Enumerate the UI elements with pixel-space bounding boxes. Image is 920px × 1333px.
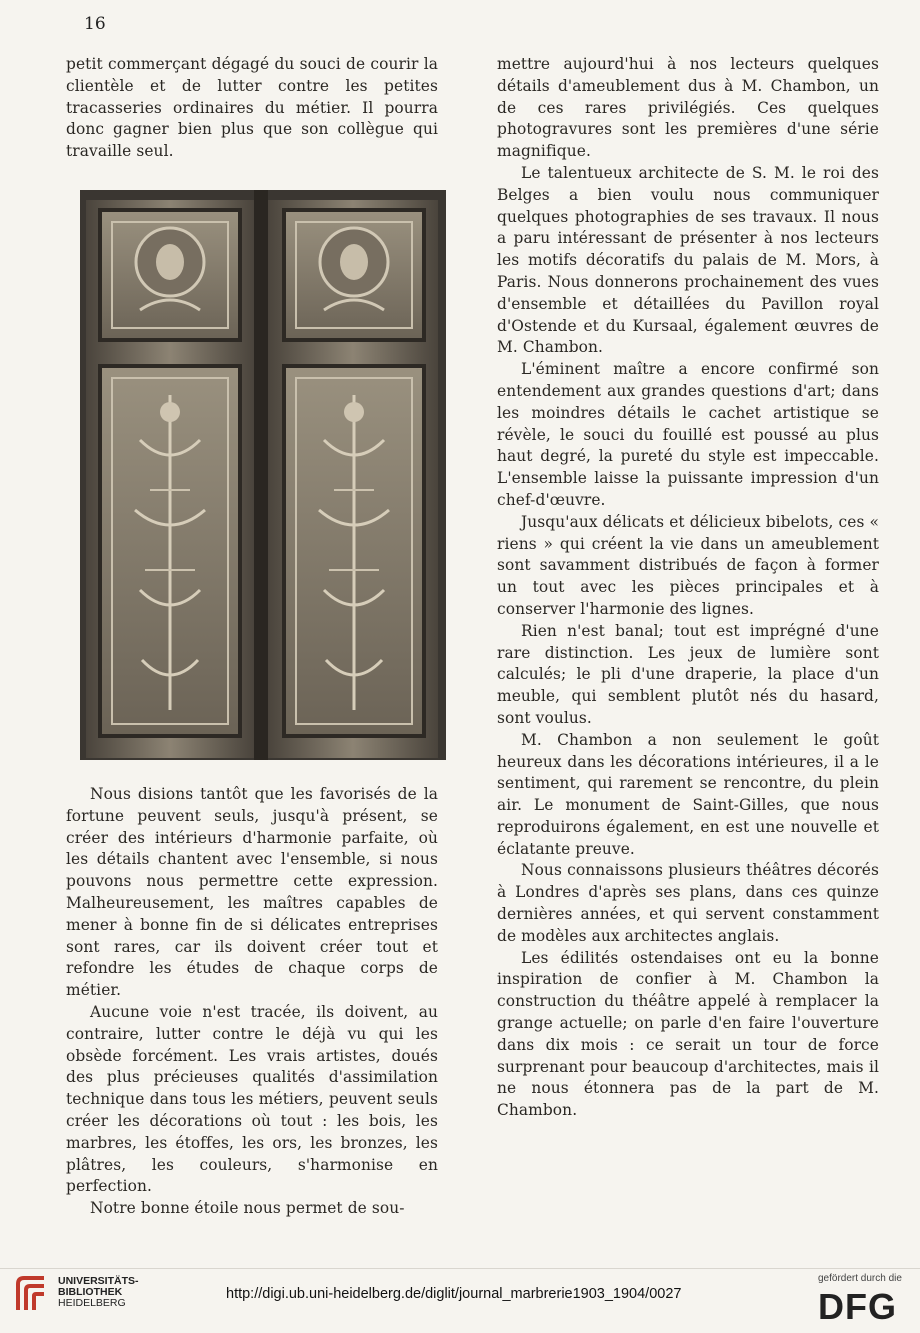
footer [0, 1272, 920, 1333]
paragraph: Nous disions tantôt que les favorisés de la fortune peuvent seuls, jusqu'à présent, se créer des intérieurs d'harmonie parfaite, où les détails chantent avec l'ensemble, si nous pouvons nous permettre cette expression. Malheureusement, les maîtres capables de mener à bonne fin de si délicates entreprises sont rares, car ils doivent créer tout et refondre les études de chaque corps de métier. [66, 785, 438, 1000]
paragraph: Les édilités ostendaises ont eu la bonne inspiration de confier à M. Chambon la construction du théâtre appelé à remplacer la grange actuelle; on parle d'en faire l'ouverture dans dix mois : ce serait un tour de force surprenant pour beaucoup d'architectes, mais il ne nous étonnera pas de la part de M. Chambon. [497, 948, 879, 1120]
paragraph: Jusqu'aux délicats et délicieux bibelots, ces « riens » qui créent la vie dans un ameublement sont savamment distribués de façon à former un tout avec les pièces principales et à conserver l'harmonie des lignes. [497, 512, 879, 618]
dfg-logo: DFG [818, 1286, 897, 1327]
paragraph: Nous connaissons plusieurs théâtres décorés à Londres d'après ses plans, dans ces quinze dernières années, et qui servent constamment de modèles aux architectes anglais. [497, 861, 879, 945]
paragraph: petit commerçant dégagé du souci de courir la clientèle et de lutter contre les petites tracasseries ordinaires du métier. Il pourra donc gagner bien plus que son collègue qui travaille seul. [66, 55, 438, 161]
library-name [58, 1276, 139, 1309]
door-panels-photograph [80, 190, 446, 760]
paragraph: Le talentueux architecte de S. M. le roi des Belges a bien voulu nous communiquer quelques photographies de ses travaux. Il nous a paru intéressant de présenter à nos lecteurs les motifs décoratifs du palais de M. Mors, à Paris. Nous donnerons prochainement des vues d'ensemble et détaillées du Pavillon royal d'Ostende et du Kursaal, également œuvres de M. Chambon. [497, 163, 879, 357]
paragraph: Aucune voie n'est tracée, ils doivent, au contraire, lutter contre le déjà vu qui les obsède forcément. Les vrais artistes, doués des plus précieuses qualités d'assimilation technique dans tous les métiers, peuvent seuls créer les décorations où tout : les bois, les marbres, les étoffes, les ors, les bronzes, les plâtres, les couleurs, s'harmonise en perfection. [66, 1002, 438, 1196]
library-line-1: UNIVERSITÄTS- [58, 1275, 139, 1287]
library-line-3: HEIDELBERG [58, 1297, 126, 1309]
paragraph: mettre aujourd'hui à nos lecteurs quelques détails d'ameublement dus à M. Chambon, un de ces rares privilégiés. Ces quelques photogravures sont les premières d'une série magnifique. [497, 55, 879, 161]
left-column-bottom [66, 784, 438, 1220]
page-number: 16 [84, 14, 106, 34]
footer-divider [0, 1268, 920, 1269]
library-line-2: BIBLIOTHEK [58, 1286, 123, 1298]
paragraph: Rien n'est banal; tout est imprégné d'une rare distinction. Les jeux de lumière sont calculés; le pli d'une draperie, la place d'un meuble, qui semblent plutôt nés du hasard, sont voulus. [497, 621, 879, 727]
right-door [268, 200, 438, 758]
paragraph: Notre bonne étoile nous permet de sou- [90, 1199, 405, 1218]
left-column-top [66, 54, 438, 163]
university-library-logo-icon [14, 1274, 54, 1314]
funded-by-label: gefördert durch die [818, 1273, 902, 1284]
right-column [497, 54, 879, 1122]
paragraph: M. Chambon a non seulement le goût heureux dans les décorations intérieures, il a le sentiment, qui rarement se rencontre, du plein air. Le monument de Saint-Gilles, que nous reproduirons également, en est une nouvelle et éclatante preuve. [497, 730, 879, 858]
paragraph: L'éminent maître a encore confirmé son entendement aux grandes questions d'art; dans les moindres détails le cachet artistique se révèle, le souci du fouillé est poussé au plus haut degré, la pureté du style est impeccable. L'ensemble laisse la puissante impression d'un chef-d'œuvre. [497, 360, 879, 509]
door-panels-illustration [80, 190, 446, 760]
source-url-link[interactable]: http://digi.ub.uni-heidelberg.de/diglit/journal_marbrerie1903_1904/0027 [226, 1286, 682, 1302]
left-door [86, 200, 254, 758]
